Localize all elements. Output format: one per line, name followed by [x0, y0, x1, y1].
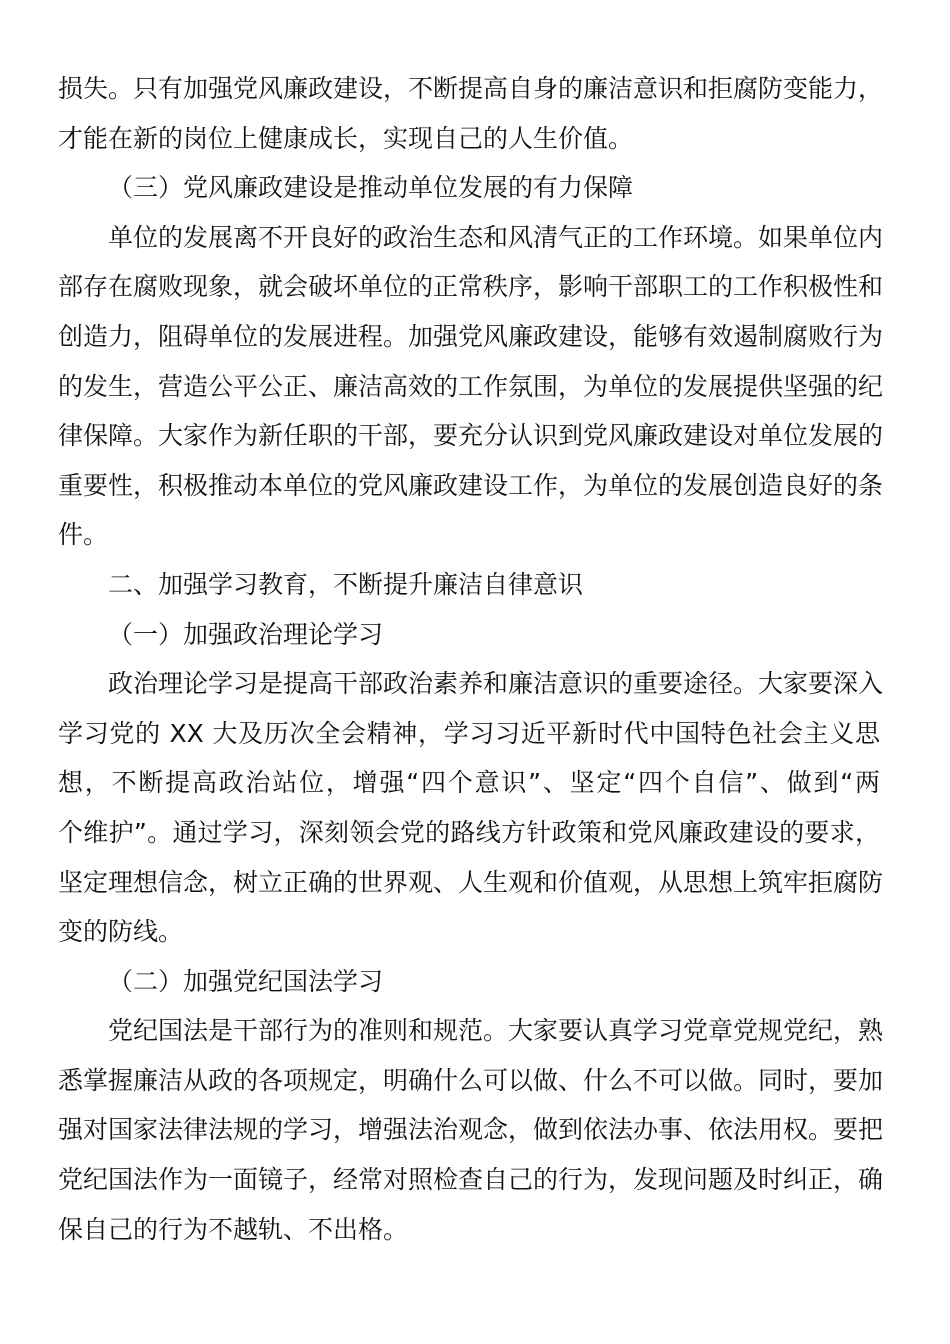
text-line: 保自己的行为不越轨、不出格。 — [58, 1214, 409, 1244]
paragraph — [58, 64, 884, 163]
subheading: （二）加强党纪国法学习 — [108, 966, 384, 996]
text-line: 悉掌握廉洁从政的各项规定，明确什么可以做、什么不可以做。同时，要加 — [58, 1065, 884, 1095]
text-line: 党纪国法是干部行为的准则和规范。大家要认真学习党章党规党纪，熟 — [108, 1016, 884, 1046]
text-line: 想，不断提高政治站位，增强“四个意识”、坚定“四个自信”、做到“两 — [58, 768, 880, 798]
text-line: 坚定理想信念，树立正确的世界观、人生观和价值观，从思想上筑牢拒腐防 — [58, 867, 884, 897]
text-line: 政治理论学习是提高干部政治素养和廉洁意识的重要途径。大家要深入 — [108, 669, 884, 699]
document-body — [58, 64, 884, 1254]
paragraph — [58, 213, 884, 560]
text-line: 党纪国法作为一面镜子，经常对照检查自己的行为，发现问题及时纠正，确 — [58, 1165, 884, 1195]
text-line: 件。 — [58, 520, 109, 550]
subheading: （三）党风廉政建设是推动单位发展的有力保障 — [108, 173, 634, 203]
text-line: 创造力，阻碍单位的发展进程。加强党风廉政建设，能够有效遏制腐败行为 — [58, 321, 884, 351]
text-line: 律保障。大家作为新任职的干部，要充分认识到党风廉政建设对单位发展的 — [58, 421, 884, 451]
text-line: 部存在腐败现象，就会破坏单位的正常秩序，影响干部职工的工作积极性和 — [58, 272, 884, 302]
text-line: 强对国家法律法规的学习，增强法治观念，做到依法办事、依法用权。要把 — [58, 1115, 884, 1145]
text-line: 才能在新的岗位上健康成长，实现自己的人生价值。 — [58, 123, 634, 153]
text-line: 损失。只有加强党风廉政建设，不断提高自身的廉洁意识和拒腐防变能力， — [58, 74, 884, 103]
text-line: 单位的发展离不开良好的政治生态和风清气正的工作环境。如果单位内 — [108, 222, 884, 252]
section-heading: 二、加强学习教育，不断提升廉洁自律意识 — [108, 569, 584, 599]
subheading: （一）加强政治理论学习 — [108, 619, 384, 649]
text-line: 的发生，营造公平公正、廉洁高效的工作氛围，为单位的发展提供坚强的纪 — [58, 371, 884, 401]
paragraph — [58, 659, 884, 957]
text-line: 重要性，积极推动本单位的党风廉政建设工作，为单位的发展创造良好的条 — [58, 470, 884, 500]
paragraph — [58, 1006, 884, 1254]
text-line: 变的防线。 — [58, 917, 184, 947]
text-line: 个维护”。通过学习，深刻领会党的路线方针政策和党风廉政建设的要求， — [58, 817, 880, 847]
text-line: 学习党的 XX 大及历次全会精神，学习习近平新时代中国特色社会主义思 — [58, 718, 880, 748]
